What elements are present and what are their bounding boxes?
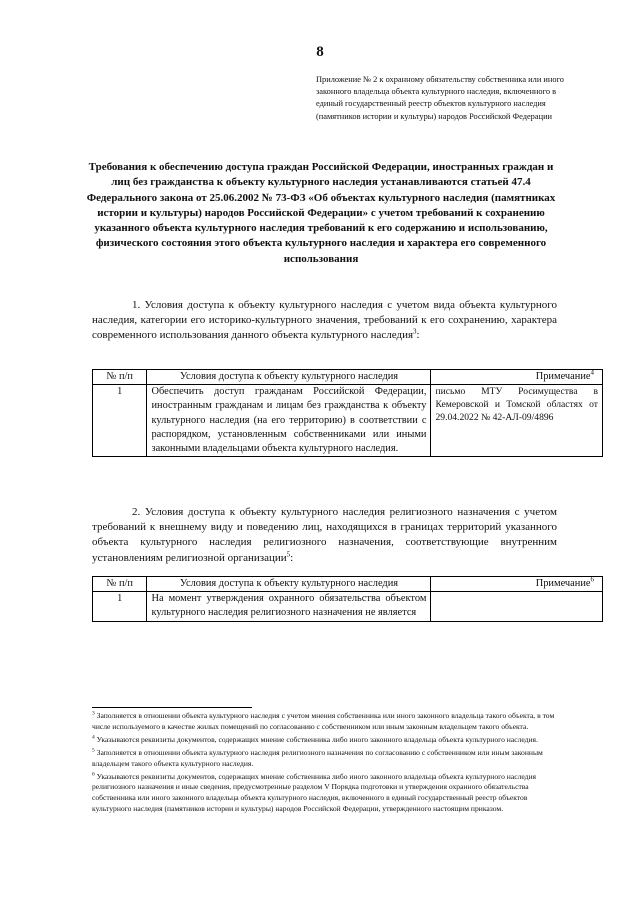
row-condition: Обеспечить доступ гражданам Российской Федерации, иностранным гражданам и лицам без гражданства к объекту культурного наследия (на его территорию) в соответствии с распорядком, установленным собственниками или иными законными владельцами объекта культурного наследия. [147,385,431,457]
row-note [431,592,603,621]
section-2-text: 2. Условия доступа к объекту культурного наследия религиозного назначения с учетом требований к внешнему виду и поведению лиц, находящихся в границах территорий указанного объекта культурного наследия религиозного назначения, соответствующие внутренним установлениям религиозной организации [92,506,557,564]
header-number: № п/п [93,370,147,385]
access-conditions-table [92,369,603,457]
footnote-text: Заполняется в отношении объекта культурного наследия с учетом мнения собственника или иного законного владельца такого объекта, в том числе используемого в качестве жилых помещений по согласованию с собственником или иным законным владельцем такого объекта. [92,711,555,731]
header-condition: Условия доступа к объекту культурного наследия [147,577,431,592]
footnote-ref-4: 4 [590,368,594,377]
footnote-text: Заполняется в отношении объекта культурного наследия религиозного назначения по согласованию с собственником или иным законным владельцем такого объекта культурного наследия. [92,747,543,768]
section-1-text: 1. Условия доступа к объекту культурного наследия с учетом вида объекта культурного наследия, категории его историко-культурного значения, требований к его сохранению, характера современного использования данного объекта культурного наследия [92,299,557,342]
footnote-marker: 5 [92,747,95,754]
table-row [93,385,603,457]
footnote-ref-5: 5 [286,549,291,558]
footnote-ref-3: 3 [413,327,417,336]
footnote-marker: 6 [92,771,95,777]
table-header-row [93,577,603,592]
row-number: 1 [93,385,147,457]
page-number: 8 [316,44,324,60]
footnote [92,772,562,816]
header-number: № п/п [93,577,147,592]
document-title: Требования к обеспечению доступа граждан Российской Федерации, иностранных граждан и лиц без гражданства к объекту культурного наследия устанавливаются статьей 47.4 Федерального закона от 25.06.2002 № 73-ФЗ «Об объектах культурного наследия (памятниках истории и культуры) народов Российской Федерации» с учетом требований к сохранению указанного объекта культурного наследия требований к его содержанию и использованию, физического состояния этого объекта культурного наследия и характера его современного использования [86,161,556,265]
footnote [92,748,562,770]
header-note [431,577,603,592]
appendix-note: Приложение № 2 к охранному обязательству собственника или иного законного владельца объекта культурного наследия, включенного в единый государственный реестр объектов культурного наследия (памятников истории и культуры) народов Российской Федерации [316,75,564,121]
header-note-label: Примечание [535,371,591,382]
footnote-marker: 4 [92,734,95,741]
footnote [92,735,562,746]
header-note [431,370,603,385]
row-condition: На момент утверждения охранного обязательства объектом культурного наследия религиозного назначения не является [147,592,431,621]
footnotes [92,711,562,817]
footnote-marker: 3 [92,710,95,717]
footnote-separator [92,707,252,708]
header-condition: Условия доступа к объекту культурного наследия [147,370,431,385]
footnote-text: Указываются реквизиты документов, содержащих мнение собственника либо иного законного владельца объекта культурного наследия религиозного назначения и иные сведения, предусмотренные разделом V Порядка подготовки и утверждения охранного обязательства собственника или иного законного владельца объекта культурного наследия, включенного в единый государственный реестр объектов культурного наследия (памятников истории и культуры) народов Российской Федерации, утвержденного настоящим приказом. [92,771,537,814]
footnote [92,711,562,733]
header-note-label: Примечание [535,578,591,589]
table-row [93,592,603,621]
row-number: 1 [93,592,147,621]
religious-access-conditions-table [92,576,603,622]
footnote-ref-6: 6 [590,575,594,584]
footnote-text: Указываются реквизиты документов, содержащих мнение собственника либо иного законного владельца объекта культурного наследия. [96,734,538,744]
section-2-paragraph: 2. Условия доступа к объекту культурного наследия религиозного назначения с учетом требований к внешнему виду и поведению лиц, находящихся в границах территорий указанного объекта культурного наследия религиозного назначения, соответствующие внутренним установлениям религиозной организации$^5$: [92,506,557,564]
table-header-row [93,370,603,385]
row-note: письмо МТУ Росимущества в Кемеровской и Томской областях от 29.04.2022 № 42-АЛ-09/4896 [431,385,603,457]
section-1-paragraph: 1. Условия доступа к объекту культурного наследия с учетом вида объекта культурного наследия, категории его историко-культурного значения, требований к его сохранению, характера современного использования данного объекта культурного наследия$^3$: [92,299,557,342]
